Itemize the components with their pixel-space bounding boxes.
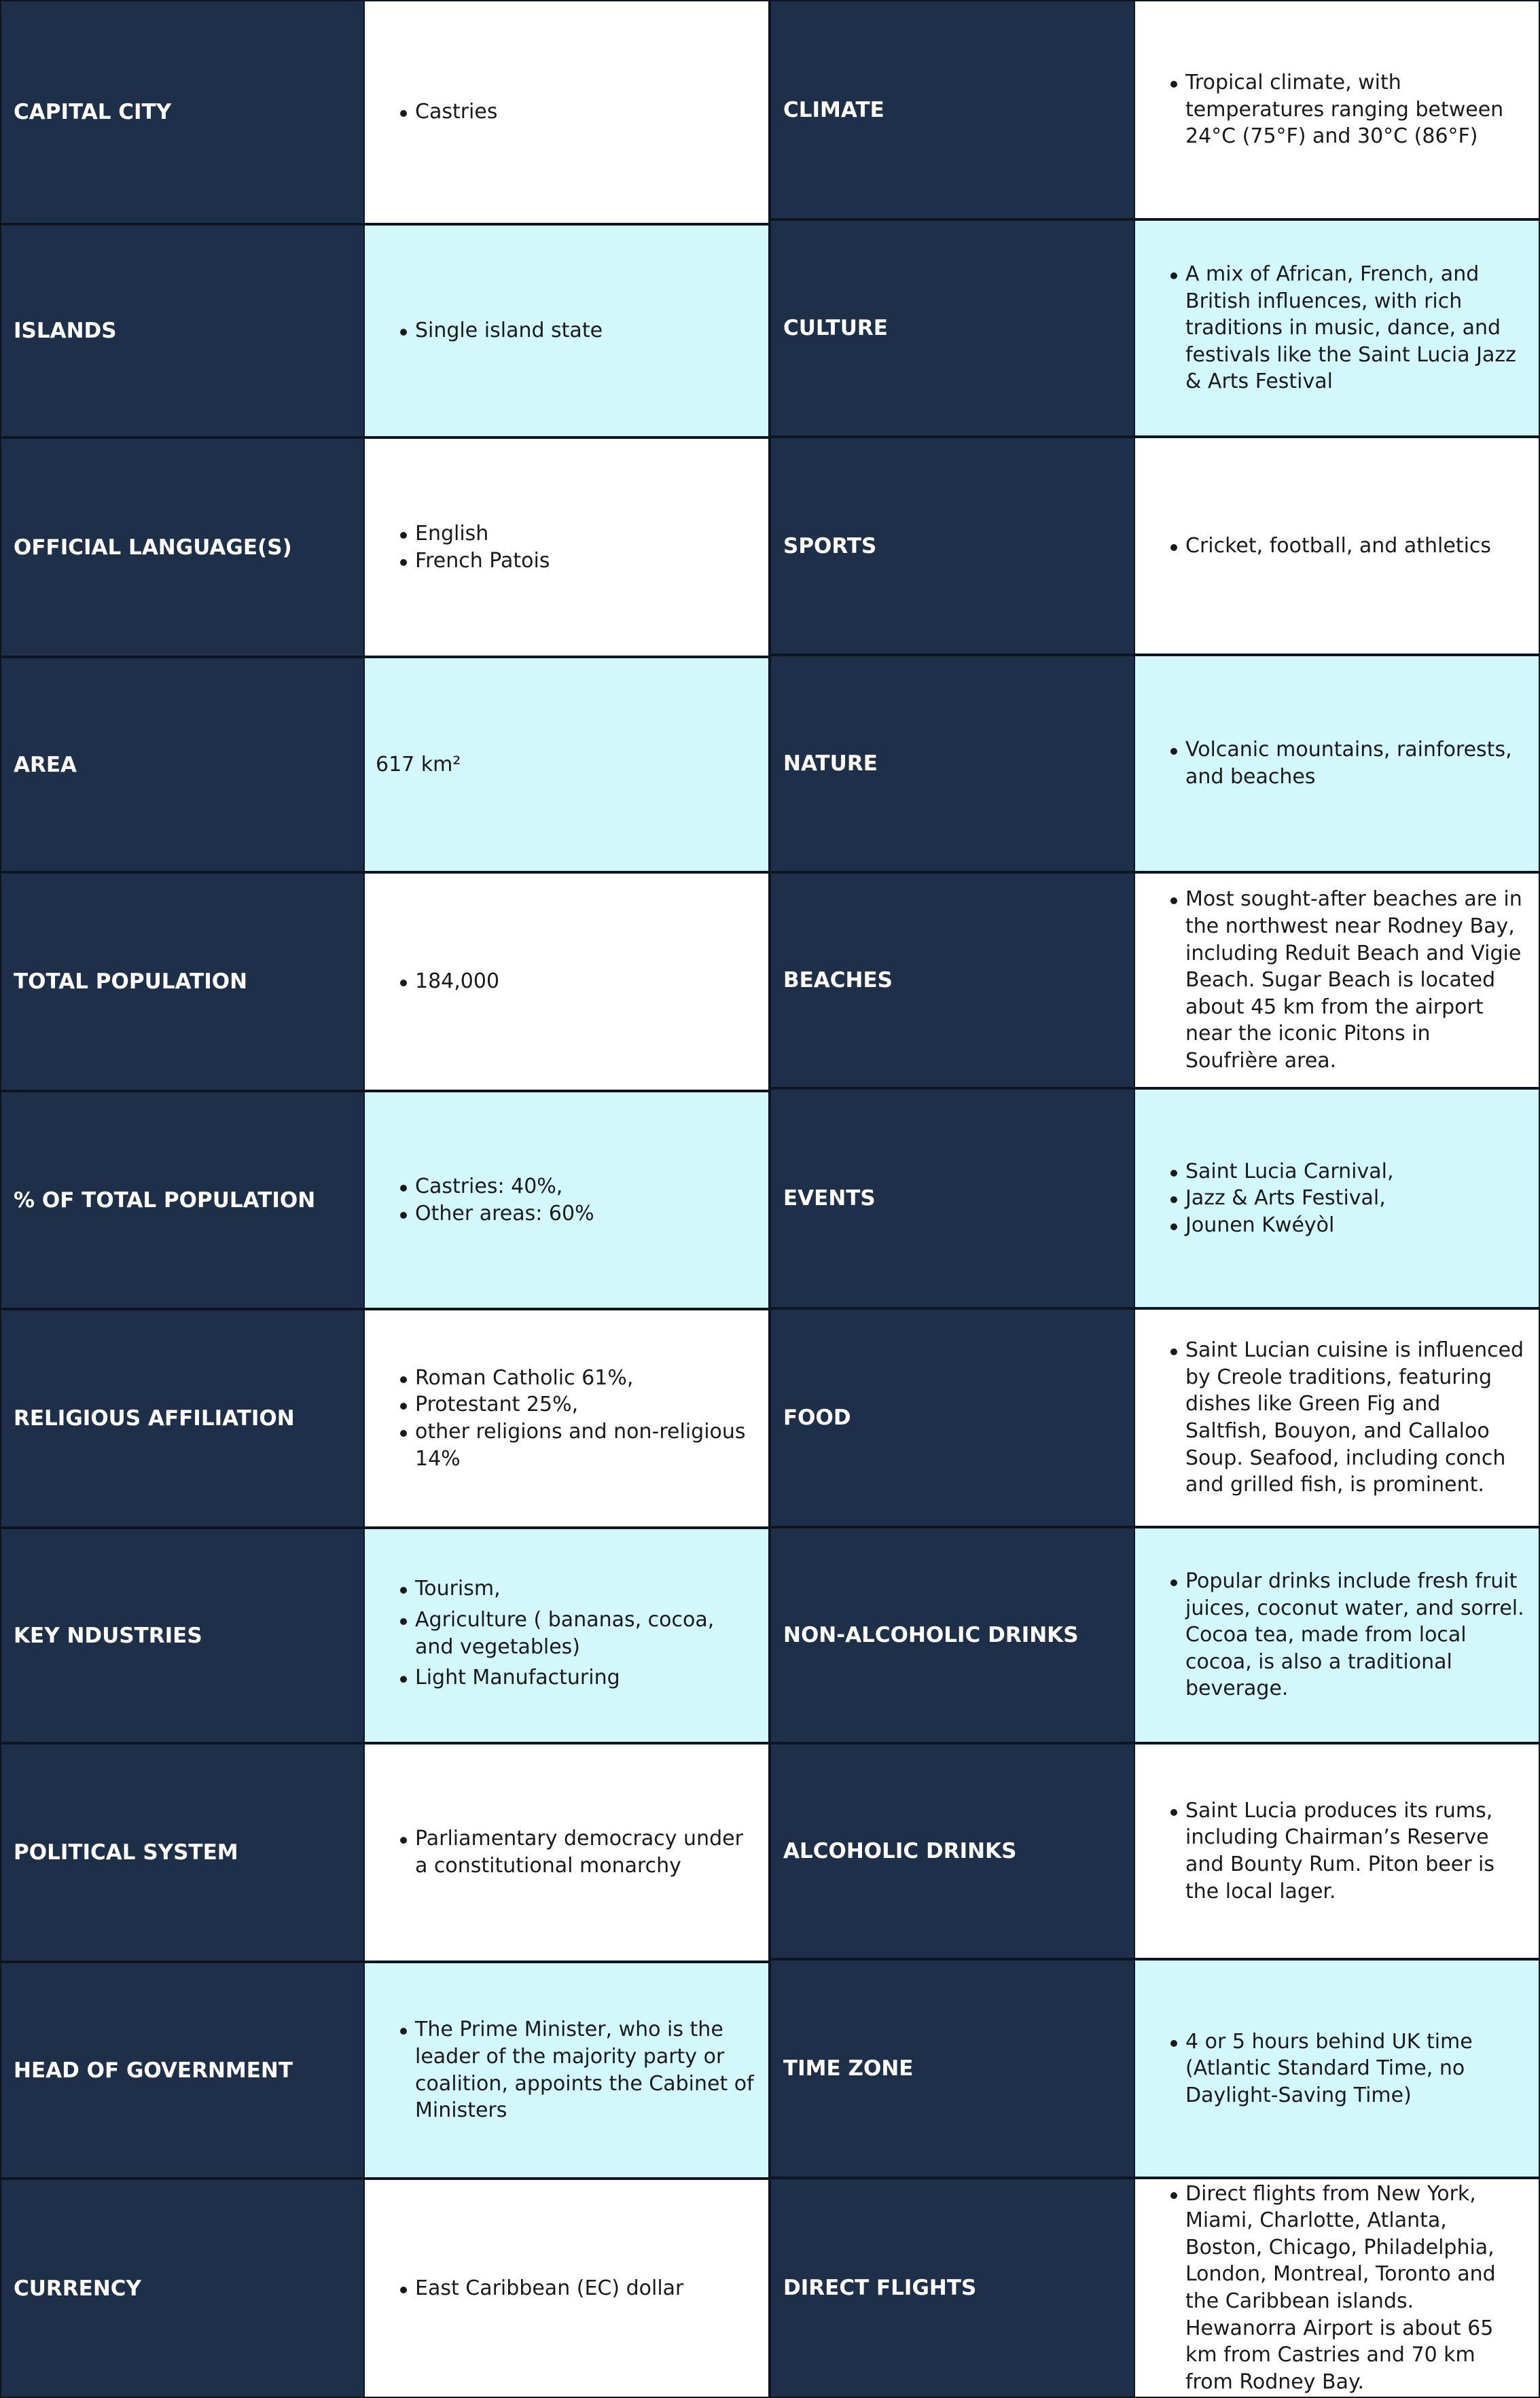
fact-bullet-list (1157, 1568, 1526, 1702)
fact-value (1134, 1959, 1540, 2178)
fact-row-political-system (0, 1743, 770, 1962)
fact-bullet-list (387, 1173, 594, 1227)
fact-bullet-item: Castries (400, 99, 497, 126)
fact-value (1134, 2178, 1540, 2398)
fact-bullet-item: 184,000 (400, 968, 499, 995)
fact-bullet-list (387, 317, 603, 344)
fact-value (363, 1309, 770, 1528)
fact-label: KEY NDUSTRIES (0, 1528, 363, 1743)
fact-label: SPORTS (770, 437, 1134, 655)
fact-bullet-list (387, 99, 497, 126)
fact-bullet-item: Other areas: 60% (400, 1200, 594, 1228)
fact-label: CULTURE (770, 219, 1134, 437)
fact-bullet-list (387, 2275, 683, 2302)
fact-bullet-list (387, 968, 499, 995)
fact-bullet-item: Castries: 40%, (400, 1173, 594, 1200)
fact-value (363, 657, 770, 872)
fact-label: NON-ALCOHOLIC DRINKS (770, 1527, 1134, 1743)
fact-label: CURRENCY (0, 2179, 363, 2398)
fact-bullet-list (1157, 1797, 1526, 1905)
fact-bullet-item: Cricket, football, and athletics (1170, 533, 1491, 560)
fact-label: FOOD (770, 1308, 1134, 1527)
fact-row-non-alcoholic-drinks (770, 1527, 1540, 1743)
fact-row-beaches (770, 872, 1540, 1088)
fact-row-sports (770, 437, 1540, 655)
fact-row-area (0, 657, 770, 872)
fact-bullet-item: Most sought-after beaches are in the northwest near Rodney Bay, including Reduit Beach and Vigie Beach. Sugar Beach is located about 45 km from the airport near the iconic Pitons in Soufrière area. (1170, 886, 1526, 1074)
fact-value (1134, 219, 1540, 437)
fact-label: % OF TOTAL POPULATION (0, 1091, 363, 1309)
fact-bullet-item: 4 or 5 hours behind UK time (Atlantic Standard Time, no Daylight-Saving Time) (1170, 2028, 1526, 2109)
fact-bullet-item: Saint Lucia produces its rums, including Chairman’s Reserve and Bounty Rum. Piton beer is the local lager. (1170, 1797, 1526, 1905)
fact-value (1134, 1743, 1540, 1959)
fact-value (1134, 1527, 1540, 1743)
fact-bullet-list (1157, 886, 1526, 1074)
fact-row-events (770, 1088, 1540, 1308)
fact-row-capital-city (0, 0, 770, 224)
fact-label: TIME ZONE (770, 1959, 1134, 2178)
fact-row-islands (0, 224, 770, 437)
fact-row-time-zone (770, 1959, 1540, 2178)
fact-bullet-item: Saint Lucian cuisine is influenced by Creole traditions, featuring dishes like Green Fig and Saltfish, Bouyon, and Callaloo Soup. Seafood, including conch and grilled fish, is prominent. (1170, 1337, 1526, 1499)
fact-value (1134, 655, 1540, 872)
facts-table-right (770, 0, 1540, 2398)
fact-bullet-item: French Patois (400, 548, 550, 575)
fact-bullet-list (1157, 261, 1526, 395)
fact-row-head-of-government (0, 1962, 770, 2179)
fact-value (363, 1528, 770, 1743)
fact-value (363, 872, 770, 1091)
fact-bullet-item: English (400, 520, 550, 548)
fact-label: TOTAL POPULATION (0, 872, 363, 1091)
fact-bullet-list (1157, 1158, 1394, 1239)
fact-bullet-list (387, 1825, 756, 1879)
fact-bullet-item: Tropical climate, with temperatures ranging between 24°C (75°F) and 30°C (86°F) (1170, 69, 1526, 150)
fact-value (363, 437, 770, 657)
fact-label: ALCOHOLIC DRINKS (770, 1743, 1134, 1959)
fact-value (363, 1962, 770, 2179)
fact-bullet-item: Jazz & Arts Festival, (1170, 1185, 1394, 1212)
fact-bullet-list (1157, 736, 1526, 790)
fact-value (363, 0, 770, 224)
fact-bullet-list (1157, 1337, 1526, 1499)
fact-bullet-item: Popular drinks include fresh fruit juices, coconut water, and sorrel. Cocoa tea, made from local cocoa, is also a traditional beverage. (1170, 1568, 1526, 1702)
fact-value (363, 1743, 770, 1962)
fact-row-culture (770, 219, 1540, 437)
fact-bullet-item: Roman Catholic 61%, (400, 1365, 756, 1392)
fact-bullet-item: Parliamentary democracy under a constitutional monarchy (400, 1825, 756, 1879)
fact-value (1134, 0, 1540, 219)
fact-value (363, 224, 770, 437)
fact-label: CAPITAL CITY (0, 0, 363, 224)
fact-bullet-list (387, 2016, 756, 2124)
fact-label: OFFICIAL LANGUAGE(S) (0, 437, 363, 657)
fact-row-climate (770, 0, 1540, 219)
fact-row-food (770, 1308, 1540, 1527)
fact-bullet-item: Light Manufacturing (400, 1664, 756, 1692)
fact-bullet-list (387, 1365, 756, 1472)
fact-label: EVENTS (770, 1088, 1134, 1308)
fact-bullet-item: Tourism, (400, 1575, 756, 1603)
fact-bullet-list (1157, 69, 1526, 150)
fact-value (363, 1091, 770, 1309)
fact-row-currency (0, 2179, 770, 2398)
fact-bullet-item: Jounen Kwéyòl (1170, 1212, 1394, 1239)
fact-label: DIRECT FLIGHTS (770, 2178, 1134, 2398)
fact-label: AREA (0, 657, 363, 872)
fact-bullet-item: Direct flights from New York, Miami, Charlotte, Atlanta, Boston, Chicago, Philadelphia, London, Montreal, Toronto and the Caribbean islands. Hewanorra Airport is about 65 km from Castries and 70 km from Rodney Bay. (1170, 2181, 1526, 2396)
fact-value (1134, 872, 1540, 1088)
fact-label: RELIGIOUS AFFILIATION (0, 1309, 363, 1528)
fact-label: CLIMATE (770, 0, 1134, 219)
fact-bullet-item: Saint Lucia Carnival, (1170, 1158, 1394, 1185)
fact-row-official-language-s (0, 437, 770, 657)
fact-bullet-item: Single island state (400, 317, 603, 344)
fact-value (1134, 437, 1540, 655)
fact-label: BEACHES (770, 872, 1134, 1088)
fact-row-religious-affiliation (0, 1309, 770, 1528)
fact-row-key-ndustries (0, 1528, 770, 1743)
fact-value (1134, 1308, 1540, 1527)
fact-bullet-item: East Caribbean (EC) dollar (400, 2275, 683, 2302)
fact-text: 617 km² (376, 752, 461, 776)
fact-bullet-item: Agriculture ( bananas, cocoa, and vegetables) (400, 1607, 756, 1660)
fact-row-direct-flights (770, 2178, 1540, 2398)
fact-bullet-item: Protestant 25%, (400, 1391, 756, 1418)
fact-bullet-list (387, 520, 550, 574)
fact-bullet-item: Volcanic mountains, rainforests, and beaches (1170, 736, 1526, 790)
fact-bullet-item: other religions and non-religious 14% (400, 1418, 756, 1472)
fact-bullet-item: A mix of African, French, and British influences, with rich traditions in music, dance, and festivals like the Saint Lucia Jazz & Arts Festival (1170, 261, 1526, 395)
fact-label: POLITICAL SYSTEM (0, 1743, 363, 1962)
fact-label: NATURE (770, 655, 1134, 872)
fact-value (1134, 1088, 1540, 1308)
fact-row-of-total-population (0, 1091, 770, 1309)
fact-bullet-list (1157, 2181, 1526, 2396)
fact-row-total-population (0, 872, 770, 1091)
fact-row-alcoholic-drinks (770, 1743, 1540, 1959)
fact-row-nature (770, 655, 1540, 872)
fact-label: HEAD OF GOVERNMENT (0, 1962, 363, 2179)
fact-bullet-list (387, 1575, 756, 1695)
fact-label: ISLANDS (0, 224, 363, 437)
fact-bullet-item: The Prime Minister, who is the leader of the majority party or coalition, appoints the Cabinet of Ministers (400, 2016, 756, 2124)
fact-bullet-list (1157, 533, 1491, 560)
fact-bullet-list (1157, 2028, 1526, 2109)
fact-value (363, 2179, 770, 2398)
